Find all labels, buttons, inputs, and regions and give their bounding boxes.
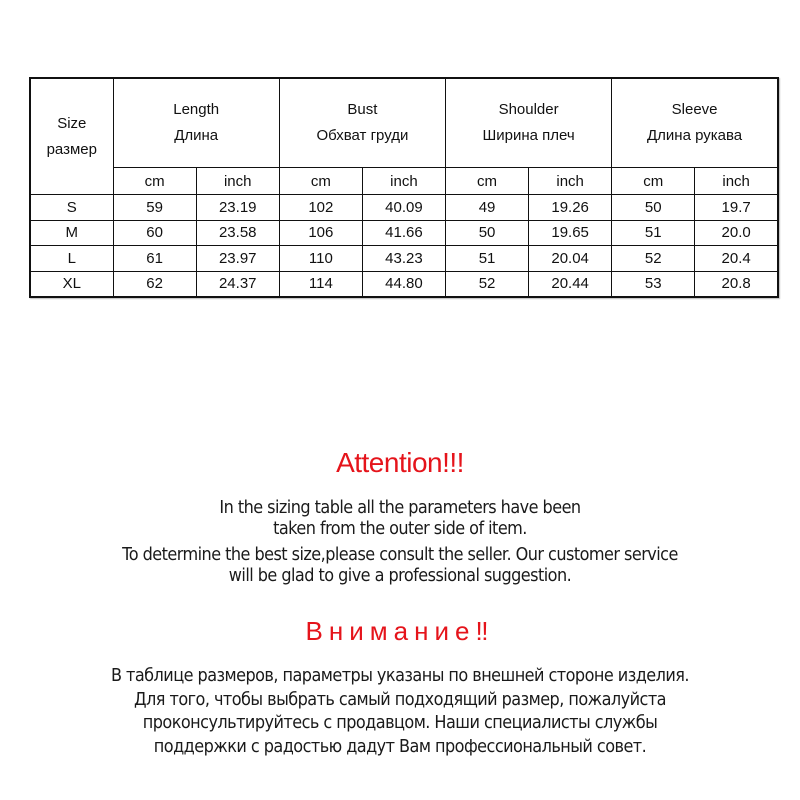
sleeve-header [612, 78, 778, 168]
table-cell: 44.80 [362, 271, 445, 297]
table-cell: 110 [279, 246, 362, 272]
bust-header [279, 78, 445, 168]
unit-cell: cm [279, 168, 362, 195]
notice-line: will be glad to give a professional suggestion. [228, 566, 572, 586]
table-cell: 20.8 [695, 271, 778, 297]
unit-row [30, 168, 778, 195]
shoulder-header-ru: Ширина плеч [482, 127, 575, 144]
table-cell: 19.65 [529, 220, 612, 246]
length-header-ru: Длина [174, 127, 219, 144]
size-label: XL [30, 271, 113, 297]
notice-line: проконсультируйтесь с продавцом. Наши специалисты службы [142, 713, 658, 733]
bust-header-ru: Обхват груди [316, 127, 409, 144]
table-cell: 52 [446, 271, 529, 297]
table-row [30, 246, 778, 272]
table-row [30, 195, 778, 221]
table-cell: 52 [612, 246, 695, 272]
size-label: M [30, 220, 113, 246]
length-header-en: Length [173, 101, 220, 118]
table-cell: 49 [446, 195, 529, 221]
table-header-row [30, 78, 778, 168]
shoulder-header [446, 78, 612, 168]
table-cell: 20.4 [695, 246, 778, 272]
table-cell: 23.97 [196, 246, 279, 272]
attention-heading-ru: Внимание‼ [305, 616, 495, 646]
notice-line: taken from the outer side of item. [273, 519, 527, 539]
table-cell: 51 [612, 220, 695, 246]
unit-cell: cm [612, 168, 695, 195]
notice-line: In the sizing table all the parameters have been [219, 498, 581, 518]
unit-cell: inch [529, 168, 612, 195]
length-header [113, 78, 279, 168]
bust-header-en: Bust [347, 101, 378, 118]
table-cell: 20.0 [695, 220, 778, 246]
table-cell: 114 [279, 271, 362, 297]
unit-cell: inch [695, 168, 778, 195]
size-header-en: Size [57, 114, 87, 132]
size-label: S [30, 195, 113, 221]
table-cell: 43.23 [362, 246, 445, 272]
notice-en-paragraph-2 [32, 545, 768, 587]
notice-line: Для того, чтобы выбрать самый подходящий размер, пожалуйста [134, 689, 666, 710]
table-cell: 20.04 [529, 246, 612, 272]
notice-line: To determine the best size,please consult the seller. Our customer service [122, 545, 678, 565]
size-label: L [30, 246, 113, 272]
table-cell: 59 [113, 195, 196, 221]
size-column-header [30, 78, 113, 195]
notice-line: В таблице размеров, параметры указаны по внешней стороне изделия. [110, 666, 690, 686]
unit-cell: cm [113, 168, 196, 195]
table-cell: 23.19 [196, 195, 279, 221]
notice-en-paragraph-1 [32, 498, 768, 540]
table-cell: 51 [446, 246, 529, 272]
notice-line: поддержки с радостью дадут Вам профессиональный совет. [153, 736, 647, 757]
table-row [30, 220, 778, 246]
sleeve-header-en: Sleeve [671, 101, 718, 118]
table-cell: 50 [612, 195, 695, 221]
attention-heading-en: Attention!!! [336, 447, 464, 478]
shoulder-header-en: Shoulder [498, 101, 559, 118]
unit-cell: inch [196, 168, 279, 195]
table-cell: 61 [113, 246, 196, 272]
table-cell: 24.37 [196, 271, 279, 297]
table-cell: 62 [113, 271, 196, 297]
table-cell: 50 [446, 220, 529, 246]
size-header-ru: размер [46, 140, 97, 158]
table-cell: 102 [279, 195, 362, 221]
unit-cell: cm [446, 168, 529, 195]
unit-cell: inch [362, 168, 445, 195]
table-cell: 19.26 [529, 195, 612, 221]
notice-ru-paragraph [32, 665, 768, 759]
table-row [30, 271, 778, 297]
table-cell: 20.44 [529, 271, 612, 297]
table-cell: 23.58 [196, 220, 279, 246]
sleeve-header-ru: Длина рукава [647, 127, 743, 144]
table-cell: 106 [279, 220, 362, 246]
table-cell: 19.7 [695, 195, 778, 221]
table-cell: 60 [113, 220, 196, 246]
table-cell: 40.09 [362, 195, 445, 221]
size-chart-table [29, 77, 779, 298]
table-cell: 53 [612, 271, 695, 297]
table-cell: 41.66 [362, 220, 445, 246]
